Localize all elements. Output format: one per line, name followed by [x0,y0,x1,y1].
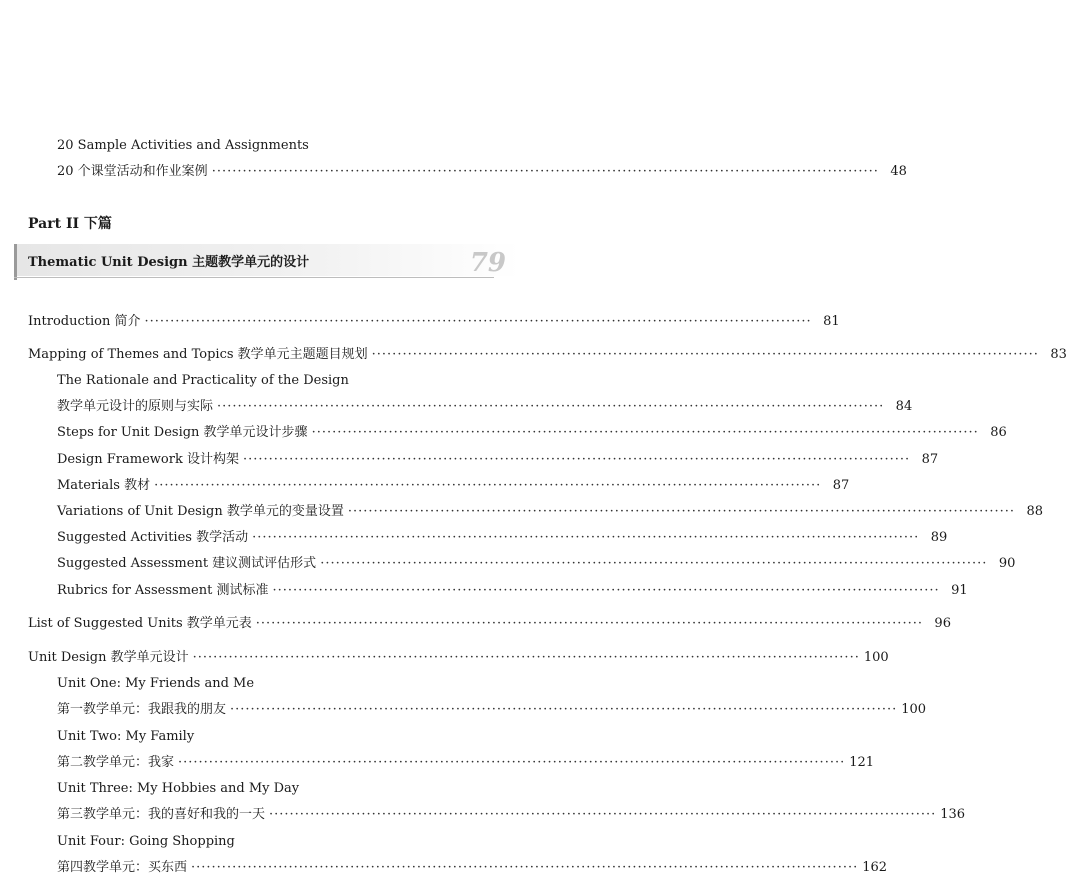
page-number: 96 [934,616,951,631]
toc-entry-rubrics[interactable] [57,582,968,600]
dot-leader: ·································································································································· [272,583,940,598]
toc-label: Variations of Unit Design 教学单元的变量设置 [57,504,344,519]
banner-bottom-rule [14,277,494,278]
toc-label: Unit Design 教学单元设计 [28,650,189,665]
toc-entry-unit3-cn[interactable] [57,806,966,824]
toc-label: Unit Four: Going Shopping [57,834,235,849]
toc-entry-list-of-units[interactable] [28,615,951,633]
toc-entry-mapping[interactable] [28,346,1067,364]
dot-leader: ·································································································································· [192,650,860,665]
toc-label: 20 个课堂活动和作业案例 [57,164,208,179]
toc-label: Design Framework 设计构架 [57,452,239,467]
section-banner [14,244,520,282]
toc-label: 第三教学单元：我的喜好和我的一天 [57,807,266,822]
toc-label: Suggested Assessment 建议测试评估形式 [57,556,317,571]
banner-left-rule [14,244,17,280]
toc-label: Mapping of Themes and Topics 教学单元主题题目规划 [28,347,368,362]
toc-entry-unit3-en [57,780,299,798]
toc-entry-rationale-cn[interactable] [57,398,913,416]
toc-label: Rubrics for Assessment 测试标准 [57,583,269,598]
dot-leader: ·································································································································· [178,755,846,770]
dot-leader: ·································································································································· [269,807,937,822]
banner-page-number: 79 [469,248,506,278]
toc-entry-unit2-en [57,728,194,746]
page-number: 81 [823,314,840,329]
toc-entry-rationale-en [57,372,349,390]
page-number: 87 [832,478,850,493]
dot-leader: ·································································································································· [242,452,911,467]
page-number: 88 [1026,504,1044,519]
toc-entry-variations[interactable] [57,503,1044,521]
page-number: 84 [895,399,913,414]
toc-label: 教学单元设计的原则与实际 [57,399,214,414]
toc-label: Materials 教材 [57,478,151,493]
dot-leader: ·································································································································· [217,399,885,414]
toc-label: Suggested Activities 教学活动 [57,530,249,545]
toc-label: Unit Three: My Hobbies and My Day [57,781,300,796]
page-number: 100 [863,650,889,665]
toc-entry-unit2-cn[interactable] [57,754,875,772]
dot-leader: ·································································································································· [347,504,1016,519]
dot-leader: ·································································································································· [252,530,920,545]
toc-entry-suggested-activities[interactable] [57,529,948,547]
toc-label: Unit Two: My Family [57,729,195,744]
toc-entry-activities-en [57,137,309,155]
toc-entry-unit-design[interactable] [28,649,889,667]
dot-leader: ·································································································································· [191,860,859,875]
part-heading: Part II 下篇 [28,216,112,232]
page-number: 90 [998,556,1016,571]
dot-leader: ·································································································································· [311,425,979,440]
toc-label: 第二教学单元：我家 [57,755,175,770]
toc-label: List of Suggested Units 教学单元表 [28,616,252,631]
toc-entry-activities-cn[interactable] [57,163,907,181]
toc-label: The Rationale and Practicality of the Design [57,373,349,388]
dot-leader: ·································································································································· [211,164,879,179]
toc-entry-suggested-assessment[interactable] [57,555,1016,573]
toc-label: Steps for Unit Design 教学单元设计步骤 [57,425,308,440]
toc-entry-introduction[interactable] [28,313,840,331]
toc-label: 第一教学单元：我跟我的朋友 [57,702,227,717]
toc-entry-unit1-en [57,675,254,693]
page-number: 86 [990,425,1007,440]
page-number: 91 [951,583,968,598]
dot-leader: ·································································································································· [255,616,923,631]
dot-leader: ·································································································································· [144,314,812,329]
banner-title[interactable]: Thematic Unit Design 主题教学单元的设计 [28,255,310,270]
toc-entry-materials[interactable] [57,477,850,495]
dot-leader: ·································································································································· [320,556,988,571]
page-number: 83 [1050,347,1067,362]
toc-entry-framework[interactable] [57,451,939,469]
page-number: 162 [862,860,888,875]
page-number: 89 [930,530,948,545]
toc-label: Introduction 简介 [28,314,141,329]
toc-entry-unit4-cn[interactable] [57,859,888,877]
toc-label: Unit One: My Friends and Me [57,676,255,691]
page-number: 100 [901,702,927,717]
page-number: 136 [940,807,966,822]
dot-leader: ·································································································································· [371,347,1039,362]
toc-label: 20 Sample Activities and Assignments [57,138,309,153]
page-number: 121 [849,755,875,770]
page-number: 48 [890,164,907,179]
page-number: 87 [921,452,939,467]
dot-leader: ·································································································································· [154,478,822,493]
toc-label: 第四教学单元：买东西 [57,860,188,875]
toc-entry-unit4-en [57,833,235,851]
toc-entry-steps[interactable] [57,424,1007,442]
toc-entry-unit1-cn[interactable] [57,701,927,719]
dot-leader: ·································································································································· [230,702,898,717]
